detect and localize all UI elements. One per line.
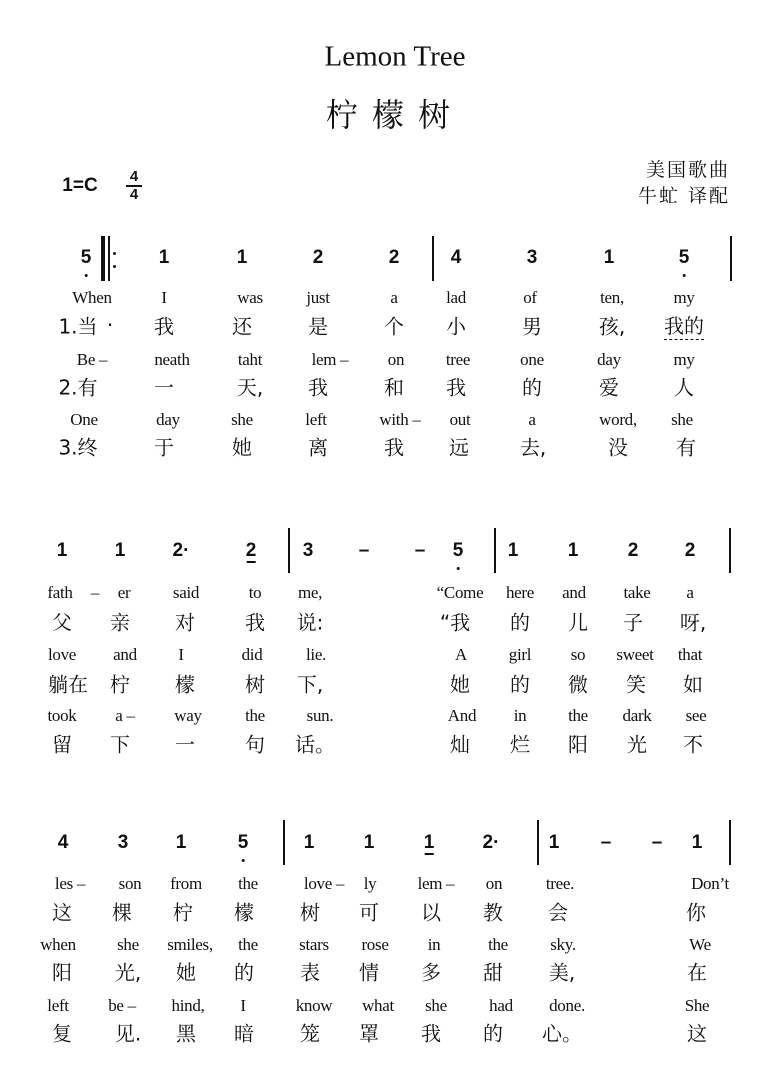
lyric-chinese: 笼 (300, 1021, 320, 1046)
time-signature-bottom: 4 (129, 186, 139, 203)
note (527, 247, 538, 269)
lyric-english: done. (549, 996, 585, 1015)
note-value: 5 (679, 247, 690, 268)
lyric-chinese: 柠 (173, 900, 193, 925)
lyric-chinese: 1.当 (58, 314, 98, 339)
barline (494, 528, 496, 573)
note (81, 247, 92, 269)
lyric-chinese: 远 (449, 435, 469, 460)
note-value: 2 (684, 540, 696, 561)
note-value: 1 (691, 832, 703, 853)
lyric-chinese: 棵 (112, 900, 132, 925)
lyric-english: from (170, 874, 202, 893)
lyric-english: she (671, 410, 693, 429)
note-value: 5 (453, 540, 464, 561)
lyric-chinese: 的 (483, 1021, 503, 1046)
lyric-english: One (70, 410, 98, 429)
lyric-english: love (47, 645, 77, 664)
low-octave-dot (457, 567, 460, 570)
note (313, 247, 324, 269)
barline (537, 820, 539, 865)
lyric-chinese: 一 (154, 375, 174, 400)
lyric-chinese: 句 (245, 732, 265, 757)
lyric-english: she (117, 935, 139, 954)
underline-mark (425, 853, 434, 855)
note-value: 3 (117, 832, 129, 853)
lyric-english: was (237, 288, 263, 307)
lyric-chinese: 复 (52, 1021, 72, 1046)
lyric-chinese: 笑 (626, 672, 646, 697)
lyric-chinese: 离 (308, 435, 328, 460)
lyric-chinese: 下 (110, 732, 130, 757)
lyric-english: on (387, 350, 405, 369)
lyric-english: day (597, 350, 621, 369)
lyric-english: the (245, 706, 265, 725)
lyric-chinese: 檬 (234, 900, 254, 925)
lyric-chinese: 是 (308, 314, 328, 339)
note (508, 540, 519, 562)
lyric-chinese: 爱 (599, 375, 619, 400)
note (304, 832, 315, 854)
lyric-chinese: 子 (623, 610, 643, 635)
lyric-chinese: 去, (519, 435, 547, 460)
lyric-english: in (427, 935, 441, 954)
note-value: – (414, 540, 426, 561)
lyric-english: the (488, 935, 508, 954)
lyric-english: lie. (305, 645, 327, 664)
lyric-english: take (623, 583, 651, 602)
lyric-chinese: 她 (176, 960, 196, 985)
note (453, 540, 464, 562)
note (685, 540, 696, 562)
lyric-english: ten, (600, 288, 624, 307)
barline (288, 528, 290, 573)
note (568, 540, 579, 562)
lyric-english: And (447, 706, 477, 725)
lyric-english: and (562, 583, 586, 602)
lyric-english: so (570, 645, 586, 664)
lyric-english: “Come (436, 583, 484, 602)
lyric-chinese: 我 (245, 610, 265, 635)
lyric-english: son (118, 874, 142, 893)
lyric-english: here (505, 583, 535, 602)
note (159, 247, 170, 269)
barline (729, 528, 731, 573)
lyric-english: a (686, 583, 694, 602)
lyric-chinese: 可 (359, 900, 379, 925)
lyric-chinese: 柠 (110, 672, 130, 697)
lyric-chinese: 留 (52, 732, 72, 757)
lyric-english: When (72, 288, 112, 307)
lyric-english: one (520, 350, 544, 369)
lyric-english: word, (599, 410, 637, 429)
lyric-chinese: 个 (384, 314, 404, 339)
lyric-english: I (161, 288, 167, 307)
lyric-english: stars (299, 935, 329, 954)
note (237, 247, 248, 269)
lyric-english: lem – (417, 874, 455, 893)
lyric-chinese: 多 (421, 960, 441, 985)
lyric-chinese: 表 (300, 960, 320, 985)
lyric-english: Be – (76, 350, 108, 369)
lyric-chinese: 话。 (295, 732, 335, 757)
lyric-chinese: 对 (175, 610, 195, 635)
lyric-english: A (455, 645, 467, 664)
lyric-chinese: 会 (548, 900, 568, 925)
note (415, 540, 426, 562)
note (451, 247, 462, 269)
lyric-english: the (568, 706, 588, 725)
note (628, 540, 639, 562)
lyric-chinese: 我 (421, 1021, 441, 1046)
note-value: 2· (482, 832, 500, 853)
note (601, 832, 612, 854)
repeat-dot (113, 252, 116, 255)
time-signature (126, 170, 142, 202)
lyric-english: the (238, 874, 258, 893)
lyric-chinese: 父 (52, 610, 72, 635)
lyric-chinese: 阳 (568, 732, 588, 757)
lyric-chinese: 我 (384, 435, 404, 460)
lyric-english: er (117, 583, 131, 602)
lyric-chinese: 树 (300, 900, 320, 925)
lyric-chinese: 于 (154, 435, 174, 460)
lyric-english: We (689, 935, 711, 954)
note (364, 832, 375, 854)
lyric-english: a – (115, 706, 135, 725)
lyric-chinese: 甜 (483, 960, 503, 985)
note-value: 5 (238, 832, 249, 853)
lyric-chinese: 心。 (542, 1021, 582, 1046)
note (549, 832, 560, 854)
note-value: 3 (526, 247, 538, 268)
lyric-english: neath (154, 350, 190, 369)
lyric-english: on (485, 874, 503, 893)
lyric-chinese: 下, (296, 672, 324, 697)
translator-credit: 牛虻 译配 (637, 185, 730, 207)
note (118, 832, 129, 854)
lyric-english: out (449, 410, 471, 429)
note-value: 1 (603, 247, 615, 268)
key-signature: 1=C (62, 175, 98, 196)
lyric-chinese: 的 (234, 960, 254, 985)
lyric-english: I (178, 645, 184, 664)
lyric-english: ly (363, 874, 377, 893)
note-value: 1 (175, 832, 187, 853)
lyric-english: girl (508, 645, 532, 664)
lyric-chinese: 灿 (450, 732, 470, 757)
note-value: 3 (302, 540, 314, 561)
note-value: 2 (388, 247, 400, 268)
lyric-english: way (174, 706, 202, 725)
barline (108, 236, 110, 281)
lyric-chinese: 的 (510, 610, 530, 635)
lyric-chinese: 的 (522, 375, 542, 400)
lyric-chinese: 在 (687, 960, 707, 985)
lyric-english: did (241, 645, 263, 664)
lyric-chinese: 她 (232, 435, 252, 460)
underline-mark (247, 561, 256, 563)
note-value: 1 (567, 540, 579, 561)
lyric-chinese: 教 (483, 900, 503, 925)
lyric-english: tree (445, 350, 471, 369)
low-octave-dot (242, 859, 245, 862)
lyric-english: She (684, 996, 710, 1015)
lyric-english: just (306, 288, 330, 307)
lyric-chinese: 这 (52, 900, 72, 925)
lyric-english: she (425, 996, 447, 1015)
note-value: 1 (158, 247, 170, 268)
lyric-english: smiles, (167, 935, 213, 954)
lyric-english: see (685, 706, 707, 725)
barline (283, 820, 285, 865)
lyric-english: me, (297, 583, 323, 602)
lyric-chinese: 光 (627, 732, 647, 757)
lyric-chinese: 说: (296, 610, 324, 635)
lyric-chinese: 微 (568, 672, 588, 697)
lyric-chinese: 2.有 (58, 375, 98, 400)
lyric-chinese: 没 (608, 435, 628, 460)
lyric-english: that (677, 645, 703, 664)
lyric-chinese: 孩, (598, 314, 626, 339)
note (303, 540, 314, 562)
lyric-chinese: 情 (359, 960, 379, 985)
note (115, 540, 126, 562)
lyric-english: fath (47, 583, 73, 602)
lyric-english: in (513, 706, 527, 725)
lyric-english: had (489, 996, 513, 1015)
note (424, 832, 435, 854)
lyric-english: sweet (616, 645, 654, 664)
lyric-chinese: “我 (439, 610, 471, 635)
lyric-english: a (390, 288, 398, 307)
lyric-chinese: 这 (687, 1021, 707, 1046)
note-value: 4 (57, 832, 69, 853)
lyric-chinese: 3.终 (58, 435, 98, 460)
note (483, 832, 500, 854)
lyric-english: lad (446, 288, 466, 307)
lyric-english: and (113, 645, 137, 664)
lyric-english: said (172, 583, 200, 602)
lyric-chinese: 罩 (359, 1021, 379, 1046)
lyric-english: taht (237, 350, 263, 369)
lyric-english: lem – (311, 350, 349, 369)
note-value: 2 (245, 540, 257, 561)
lyric-chinese: 暗 (234, 1021, 254, 1046)
lyric-chinese: 以 (421, 900, 441, 925)
note-value: 1 (303, 832, 315, 853)
lyric-english: with – (379, 410, 421, 429)
note (238, 832, 249, 854)
lyric-english: know (295, 996, 333, 1015)
lyric-english: left (47, 996, 69, 1015)
lyric-english: of (523, 288, 537, 307)
lyric-chinese: 如 (683, 672, 703, 697)
lyric-chinese: 我 (446, 375, 466, 400)
lyric-chinese: 呀, (679, 610, 707, 635)
lyric-english: to (248, 583, 262, 602)
lyric-english: les – (54, 874, 86, 893)
barline (432, 236, 434, 281)
lyric-chinese: 儿 (568, 610, 588, 635)
note (389, 247, 400, 269)
time-signature-top: 4 (129, 168, 139, 185)
note-value: 4 (450, 247, 462, 268)
lyric-english: sky. (550, 935, 576, 954)
low-octave-dot (85, 274, 88, 277)
lyric-chinese: 有 (676, 435, 696, 460)
lyric-chinese: 阳 (52, 960, 72, 985)
note (57, 540, 68, 562)
lyric-chinese: 树 (245, 672, 265, 697)
note (176, 832, 187, 854)
lyric-english: my (673, 350, 695, 369)
note-value: 1 (423, 832, 435, 853)
lyric-english: hind, (171, 996, 205, 1015)
lyric-chinese: 不 (683, 732, 703, 757)
note (359, 540, 370, 562)
lyric-chinese: 一 (175, 732, 195, 757)
lyric-chinese: 小 (446, 314, 466, 339)
lyric-english: took (47, 706, 77, 725)
note-value: 1 (507, 540, 519, 561)
barline (730, 236, 732, 281)
barline (101, 236, 105, 281)
lyric-english: what (362, 996, 394, 1015)
note (692, 832, 703, 854)
lyric-chinese: 男 (522, 314, 542, 339)
lyric-chinese: 见. (114, 1021, 142, 1046)
repeat-dot (113, 265, 116, 268)
lyric-english: my (673, 288, 695, 307)
lyric-chinese: 的 (510, 672, 530, 697)
lyric-english: tree. (545, 874, 575, 893)
lyric-chinese: 我 (308, 375, 328, 400)
lyric-english: be – (108, 996, 136, 1015)
note-value: – (358, 540, 370, 561)
song-title: Lemon Tree (324, 40, 466, 73)
lyric-chinese: 黑 (176, 1021, 196, 1046)
lyric-chinese: 她 (450, 672, 470, 697)
barline (729, 820, 731, 865)
note-value: – (651, 832, 663, 853)
lyric-chinese: 你 (686, 900, 706, 925)
note-value: 1 (548, 832, 560, 853)
lyric-chinese: 人 (674, 375, 694, 400)
note-value: 1 (56, 540, 68, 561)
lyric-english: sun. (306, 706, 334, 725)
note (173, 540, 190, 562)
lyric-chinese: 天, (236, 375, 264, 400)
lyric-english: the (238, 935, 258, 954)
low-octave-dot (683, 274, 686, 277)
lyric-chinese: · (106, 313, 114, 337)
lyric-english: – (90, 583, 100, 602)
note (604, 247, 615, 269)
lyric-english: dark (622, 706, 652, 725)
note (58, 832, 69, 854)
note (679, 247, 690, 269)
lyric-chinese: 我的 (664, 310, 704, 340)
lyric-chinese: 我 (154, 314, 174, 339)
lyric-english: left (305, 410, 327, 429)
lyric-english: a (528, 410, 536, 429)
lyric-chinese: 光, (114, 960, 142, 985)
note-value: 1 (236, 247, 248, 268)
note (246, 540, 257, 562)
lyric-chinese: 躺在 (48, 672, 88, 697)
note (652, 832, 663, 854)
note-value: 1 (114, 540, 126, 561)
lyric-english: when (40, 935, 76, 954)
lyric-chinese: 和 (384, 375, 404, 400)
lyric-chinese: 美, (548, 960, 576, 985)
note-value: – (600, 832, 612, 853)
note-value: 2 (627, 540, 639, 561)
note-value: 2· (172, 540, 190, 561)
lyric-english: love – (303, 874, 345, 893)
note-value: 1 (363, 832, 375, 853)
lyric-english: I (240, 996, 246, 1015)
lyric-chinese: 还 (232, 314, 252, 339)
lyric-english: day (156, 410, 180, 429)
song-origin: 美国歌曲 (645, 159, 730, 181)
lyric-english: rose (361, 935, 389, 954)
note-value: 5 (81, 247, 92, 268)
note-value: 2 (312, 247, 324, 268)
lyric-english: she (231, 410, 253, 429)
lyric-chinese: 檬 (175, 672, 195, 697)
lyric-chinese: 烂 (510, 732, 530, 757)
song-title-chinese: 柠檬树 (325, 96, 465, 134)
lyric-chinese: 亲 (110, 610, 130, 635)
lyric-english: Don’t (691, 874, 729, 893)
